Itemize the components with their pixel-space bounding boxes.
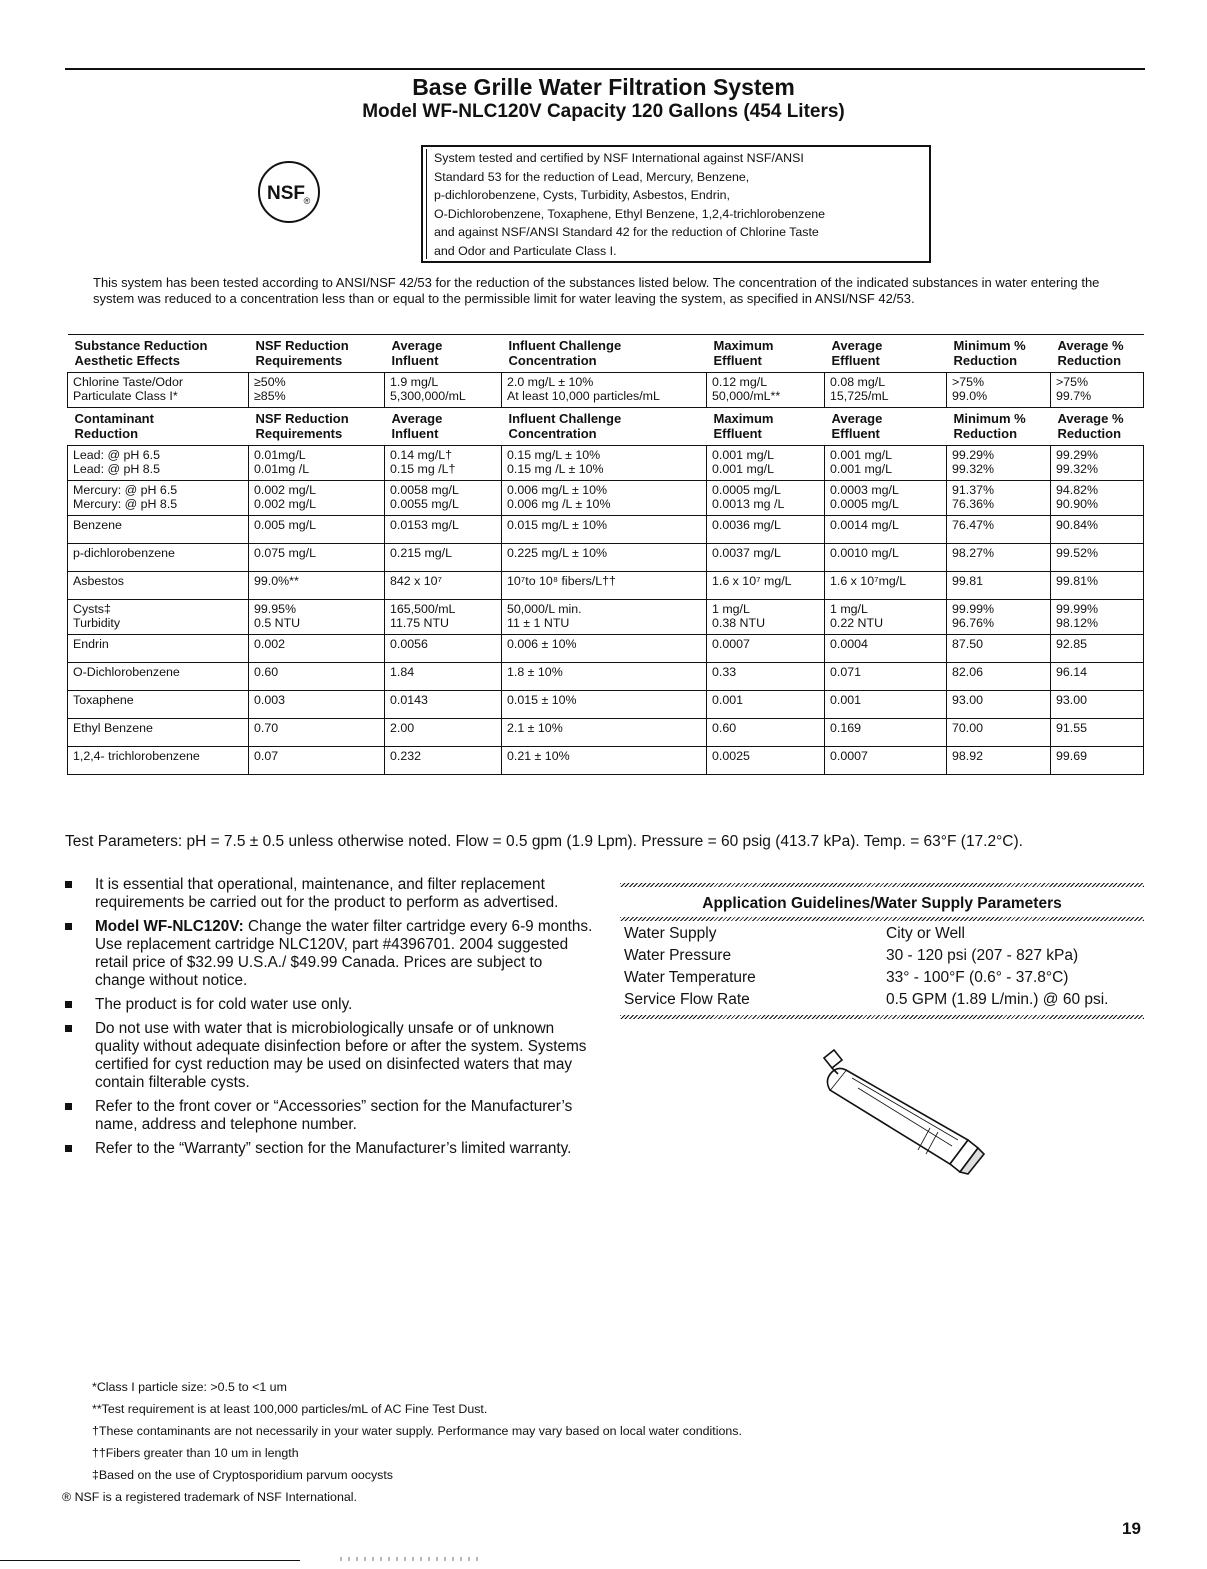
table-row — [68, 572, 1144, 600]
table-cell: 0.0005 mg/L 0.0013 mg /L — [707, 481, 825, 516]
table-cell: 0.70 — [249, 719, 385, 747]
table-cell: Cysts‡ Turbidity — [68, 600, 249, 635]
table-cell: >75% 99.0% — [947, 373, 1051, 408]
table-cell: 0.0010 mg/L — [825, 544, 947, 572]
column-header: Substance Reduction Aesthetic Effects — [68, 335, 249, 373]
page-subtitle: Model WF-NLC120V Capacity 120 Gallons (454 Liters) — [362, 101, 845, 122]
table-cell: Ethyl Benzene — [68, 719, 249, 747]
table-cell: 0.0025 — [707, 747, 825, 775]
table-cell: 0.001 mg/L 0.001 mg/L — [707, 446, 825, 481]
column-header: Maximum Effluent — [713, 411, 774, 441]
application-value: 30 - 120 psi (207 - 827 kPa) — [886, 947, 1079, 964]
table-cell: 0.0003 mg/L 0.0005 mg/L — [825, 481, 947, 516]
table-cell: >75% 99.7% — [1051, 373, 1144, 408]
table-cell: 82.06 — [947, 663, 1051, 691]
bottom-rule — [0, 1560, 300, 1561]
footnote: **Test requirement is at least 100,000 particles/mL of AC Fine Test Dust. — [92, 1402, 488, 1416]
nsf-logo-reg: ® — [303, 196, 311, 206]
table-cell: 0.006 ± 10% — [502, 635, 707, 663]
table-row — [68, 544, 1144, 572]
table-header-row — [68, 335, 1144, 373]
table-cell: 0.232 — [385, 747, 502, 775]
table-row — [68, 481, 1144, 516]
application-value: 33° - 100°F (0.6° - 37.8°C) — [886, 969, 1069, 986]
table-cell: 91.55 — [1051, 719, 1144, 747]
note-item: It is essential that operational, maintenance, and filter replacement requirements be carried out for the product to perform as advertised. — [65, 876, 595, 912]
column-header: Minimum % Reduction — [947, 335, 1051, 373]
column-header: Influent Challenge Concentration — [502, 335, 707, 373]
table-cell: 0.0143 — [385, 691, 502, 719]
table-cell: 1.6 x 10⁷ mg/L — [707, 572, 825, 600]
application-value: City or Well — [886, 925, 965, 942]
cert-line: System tested and certified by NSF International against NSF/ANSI — [434, 151, 804, 165]
application-row — [624, 945, 1144, 967]
footnote: †These contaminants are not necessarily in your water supply. Performance may vary based on local water conditions. — [92, 1424, 742, 1438]
performance-table — [67, 334, 1144, 775]
table-cell: 50,000/L min. 11 ± 1 NTU — [502, 600, 707, 635]
table-cell: 0.0007 — [825, 747, 947, 775]
table-cell: 0.075 mg/L — [249, 544, 385, 572]
table-cell: 90.84% — [1051, 516, 1144, 544]
table-cell: 99.69 — [1051, 747, 1144, 775]
square-bullet-icon — [65, 881, 72, 888]
table-cell: 10⁷to 10⁸ fibers/L†† — [502, 572, 707, 600]
cert-line: and against NSF/ANSI Standard 42 for the reduction of Chlorine Taste — [434, 225, 819, 240]
table-cell: 99.99% 96.76% — [947, 600, 1051, 635]
column-header: Minimum % Reduction — [953, 411, 1026, 441]
table-cell: 0.071 — [825, 663, 947, 691]
table-cell: 93.00 — [1051, 691, 1144, 719]
table-cell: Benzene — [68, 516, 249, 544]
page-title: Base Grille Water Filtration System — [412, 74, 795, 100]
table-cell: 0.0014 mg/L — [825, 516, 947, 544]
table-cell: 0.14 mg/L† 0.15 mg /L† — [385, 446, 502, 481]
table-cell: 0.60 — [707, 719, 825, 747]
column-header: Average % Reduction — [1057, 411, 1124, 441]
application-value: 0.5 GPM (1.89 L/min.) @ 60 psi. — [886, 991, 1109, 1008]
table-cell: 0.215 mg/L — [385, 544, 502, 572]
column-header: NSF Reduction Requirements — [249, 335, 385, 373]
cert-line: Standard 53 for the reduction of Lead, Mercury, Benzene, — [434, 169, 750, 184]
application-label: Water Pressure — [624, 947, 732, 964]
application-label: Water Supply — [624, 925, 717, 942]
table-cell: 0.0037 mg/L — [707, 544, 825, 572]
notes-list — [65, 876, 595, 1164]
table-cell: 0.60 — [249, 663, 385, 691]
square-bullet-icon — [65, 1103, 72, 1110]
table-cell: 842 x 10⁷ — [385, 572, 502, 600]
table-row — [68, 373, 1144, 408]
square-bullet-icon — [65, 1001, 72, 1008]
test-parameters: Test Parameters: pH = 7.5 ± 0.5 unless otherwise noted. Flow = 0.5 gpm (1.9 Lpm). Pressure = 60 psig (413.7 kPa). Temp. = 63°F (17.2°C). — [65, 833, 1023, 850]
table-cell: 0.0007 — [707, 635, 825, 663]
table-cell: 0.12 mg/L 50,000/mL** — [707, 373, 825, 408]
table-cell: 2.0 mg/L ± 10% At least 10,000 particles/mL — [502, 373, 707, 408]
table-cell: 0.07 — [249, 747, 385, 775]
table-cell: Lead: @ pH 6.5 Lead: @ pH 8.5 — [68, 446, 249, 481]
intro-paragraph: This system has been tested according to ANSI/NSF 42/53 for the reduction of the substances listed below. The concentration of the indicated substances in water entering the system was reduced to a concentration less than or equal to the permissible limit for water leaving the system, as specified in ANSI/NSF 42/53. — [93, 275, 1100, 306]
cert-line: and Odor and Particulate Class I. — [434, 243, 617, 258]
hatch-rule — [620, 1015, 1144, 1019]
table-cell: 0.0058 mg/L 0.0055 mg/L — [385, 481, 502, 516]
table-cell: 0.006 mg/L ± 10% 0.006 mg /L ± 10% — [502, 481, 707, 516]
note-item: The product is for cold water use only. — [65, 996, 595, 1014]
table-cell: 99.0%** — [249, 572, 385, 600]
table-cell: 98.92 — [947, 747, 1051, 775]
table-cell: 2.00 — [385, 719, 502, 747]
table-cell: 0.001 mg/L 0.001 mg/L — [825, 446, 947, 481]
table-cell: 94.82% 90.90% — [1051, 481, 1144, 516]
square-bullet-icon — [65, 1145, 72, 1152]
table-cell: 0.001 — [707, 691, 825, 719]
table-cell: ≥50% ≥85% — [249, 373, 385, 408]
table-cell: 0.21 ± 10% — [502, 747, 707, 775]
table-cell: 0.001 — [825, 691, 947, 719]
nsf-logo-text: NSF — [267, 183, 305, 204]
column-header: Average Influent — [385, 335, 502, 373]
column-header: Average % Reduction — [1051, 335, 1144, 373]
certification-box — [421, 145, 931, 263]
application-label: Service Flow Rate — [624, 991, 750, 1008]
table-cell: 0.0056 — [385, 635, 502, 663]
table-cell: 99.52% — [1051, 544, 1144, 572]
footnotes — [62, 1376, 1062, 1508]
table-cell: 0.0004 — [825, 635, 947, 663]
table-cell: 0.169 — [825, 719, 947, 747]
table-cell: 99.81 — [947, 572, 1051, 600]
table-cell: 1,2,4- trichlorobenzene — [68, 747, 249, 775]
table-cell: O-Dichlorobenzene — [68, 663, 249, 691]
footnote: ††Fibers greater than 10 um in length — [92, 1446, 299, 1460]
column-header: NSF Reduction Requirements — [255, 411, 349, 441]
application-row — [624, 923, 1144, 945]
column-header: Influent Challenge Concentration — [508, 411, 622, 441]
note-emphasis: Model WF-NLC120V: — [95, 918, 244, 935]
table-cell: 99.95% 0.5 NTU — [249, 600, 385, 635]
table-cell: 0.08 mg/L 15,725/mL — [825, 373, 947, 408]
filter-cartridge-illustration — [818, 1040, 988, 1175]
top-rule — [65, 68, 1145, 70]
table-cell: 0.002 — [249, 635, 385, 663]
note-item: Model WF-NLC120V: Change the water filter cartridge every 6-9 months. Use replacement cartridge NLC120V, part #4396701. 2004 suggested retail price of $32.99 U.S.A./ $49.99 Canada. Prices are subject to change without notice. — [65, 918, 595, 990]
table-cell: 91.37% 76.36% — [947, 481, 1051, 516]
table-cell: 93.00 — [947, 691, 1051, 719]
footnote: ‡Based on the use of Cryptosporidium parvum oocysts — [92, 1468, 393, 1482]
table-cell: 1.6 x 10⁷mg/L — [825, 572, 947, 600]
column-header: Average Effluent — [831, 411, 883, 441]
column-header: Maximum Effluent — [707, 335, 825, 373]
table-cell: 92.85 — [1051, 635, 1144, 663]
page-number: 19 — [1122, 1519, 1141, 1538]
table-row — [68, 600, 1144, 635]
table-cell: 165,500/mL 11.75 NTU — [385, 600, 502, 635]
table-cell: 0.33 — [707, 663, 825, 691]
application-row — [624, 989, 1144, 1011]
table-cell: 0.225 mg/L ± 10% — [502, 544, 707, 572]
table-row — [68, 516, 1144, 544]
note-item: Refer to the front cover or “Accessories” section for the Manufacturer’s name, address and telephone number. — [65, 1098, 595, 1134]
table-cell: 87.50 — [947, 635, 1051, 663]
table-cell: 99.29% 99.32% — [947, 446, 1051, 481]
note-item: Refer to the “Warranty” section for the Manufacturer’s limited warranty. — [65, 1140, 595, 1158]
table-cell: 99.81% — [1051, 572, 1144, 600]
application-guidelines — [620, 883, 1144, 1019]
column-header: Average Influent — [391, 411, 443, 441]
table-cell: 1 mg/L 0.22 NTU — [825, 600, 947, 635]
application-rows — [620, 921, 1144, 1015]
table-cell: Asbestos — [68, 572, 249, 600]
bottom-marks — [340, 1557, 480, 1561]
table-row — [68, 663, 1144, 691]
table-cell: 1.84 — [385, 663, 502, 691]
application-label: Water Temperature — [624, 969, 756, 986]
table-cell: 96.14 — [1051, 663, 1144, 691]
footnote: *Class I particle size: >0.5 to <1 um — [92, 1380, 287, 1394]
cert-line: p-dichlorobenzene, Cysts, Turbidity, Asbestos, Endrin, — [434, 188, 730, 203]
table-cell: 70.00 — [947, 719, 1051, 747]
table-cell: 1.8 ± 10% — [502, 663, 707, 691]
table-cell: 0.15 mg/L ± 10% 0.15 mg /L ± 10% — [502, 446, 707, 481]
application-title: Application Guidelines/Water Supply Parameters — [702, 895, 1062, 912]
table-cell: Endrin — [68, 635, 249, 663]
table-cell: 0.015 ± 10% — [502, 691, 707, 719]
table-cell: 1 mg/L 0.38 NTU — [707, 600, 825, 635]
note-item: Do not use with water that is microbiologically unsafe or of unknown quality without adequate disinfection before or after the system. Systems certified for cyst reduction may be used on disinfected waters that may contain filterable cysts. — [65, 1020, 595, 1092]
table-cell: Chlorine Taste/Odor Particulate Class I* — [68, 373, 249, 408]
nsf-logo — [257, 160, 321, 224]
square-bullet-icon — [65, 1025, 72, 1032]
table-row — [68, 747, 1144, 775]
application-row — [624, 967, 1144, 989]
table-cell: 98.27% — [947, 544, 1051, 572]
table-cell: 99.99% 98.12% — [1051, 600, 1144, 635]
table-cell: 0.015 mg/L ± 10% — [502, 516, 707, 544]
table-cell: 76.47% — [947, 516, 1051, 544]
column-header: Average Effluent — [825, 335, 947, 373]
table-cell: 0.002 mg/L 0.002 mg/L — [249, 481, 385, 516]
table-cell: 0.01mg/L 0.01mg /L — [249, 446, 385, 481]
table-cell: 0.005 mg/L — [249, 516, 385, 544]
table-cell: p-dichlorobenzene — [68, 544, 249, 572]
table-cell: 2.1 ± 10% — [502, 719, 707, 747]
table-cell: 0.0036 mg/L — [707, 516, 825, 544]
table-header-row — [68, 408, 1144, 446]
table-row — [68, 635, 1144, 663]
table-cell: 0.0153 mg/L — [385, 516, 502, 544]
trademark-note: ® NSF is a registered trademark of NSF International. — [62, 1490, 357, 1504]
table-cell: Mercury: @ pH 6.5 Mercury: @ pH 8.5 — [68, 481, 249, 516]
table-row — [68, 446, 1144, 481]
column-header: Contaminant Reduction — [74, 411, 154, 441]
square-bullet-icon — [65, 923, 72, 930]
cert-line: O-Dichlorobenzene, Toxaphene, Ethyl Benzene, 1,2,4-trichlorobenzene — [434, 206, 826, 221]
table-cell: 1.9 mg/L 5,300,000/mL — [385, 373, 502, 408]
table-cell: 99.29% 99.32% — [1051, 446, 1144, 481]
table-row — [68, 719, 1144, 747]
table-cell: Toxaphene — [68, 691, 249, 719]
table-cell: 0.003 — [249, 691, 385, 719]
table-row — [68, 691, 1144, 719]
